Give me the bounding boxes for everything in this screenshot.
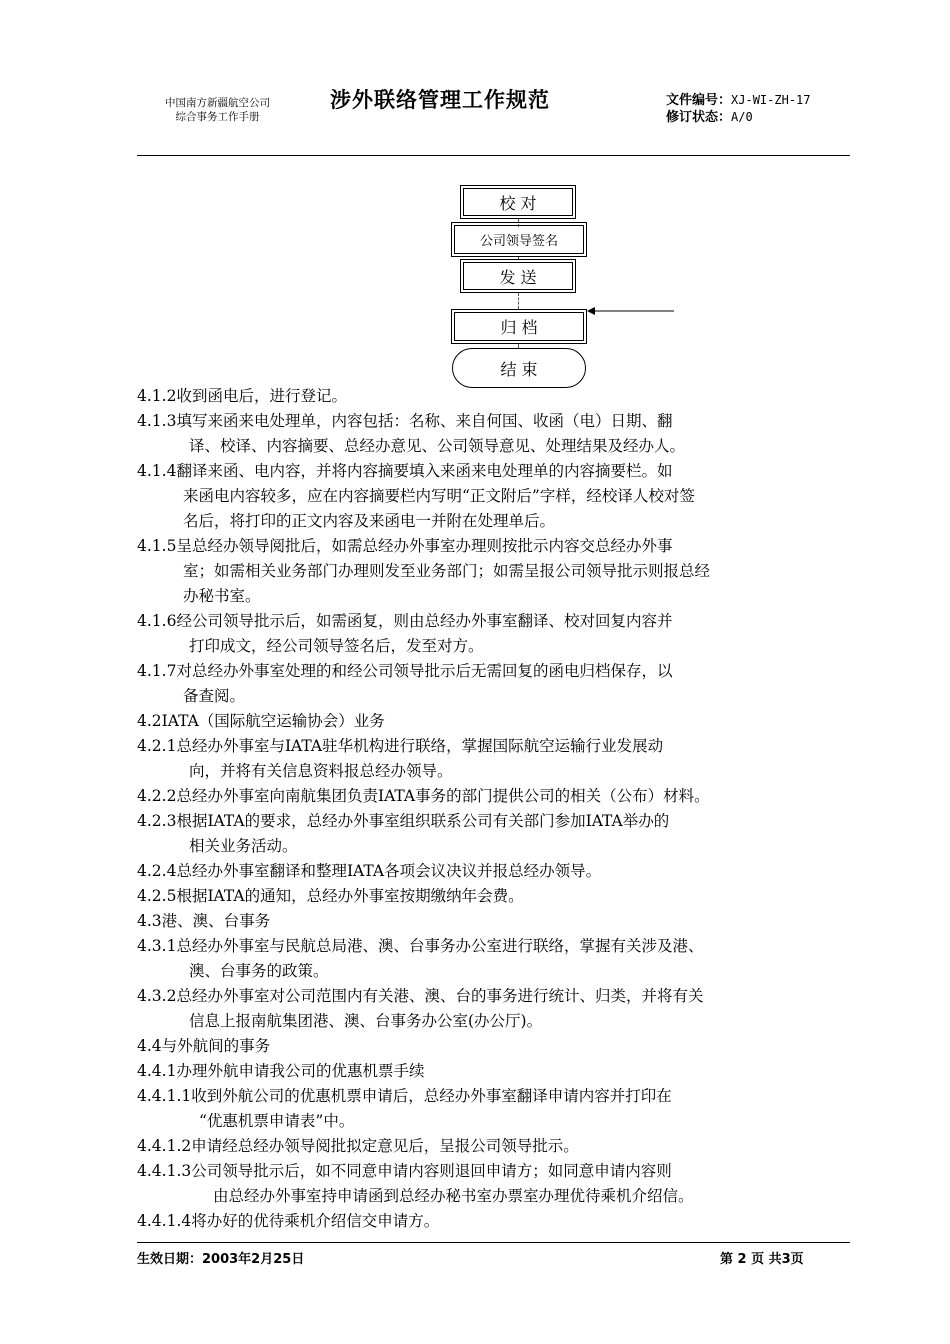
flow-step-archive: 归 档 xyxy=(451,309,587,344)
paragraph-continuation-line: 备查阅。 xyxy=(183,687,246,705)
header-company-block xyxy=(150,96,285,124)
flow-step-leader-sign: 公司领导签名 xyxy=(451,222,587,257)
paragraph-continuation-line: 澳、台事务的政策。 xyxy=(189,962,329,980)
company-name: 中国南方新疆航空公司 xyxy=(165,97,270,109)
paragraph-continuation-line: 相关业务活动。 xyxy=(189,837,298,855)
paragraph-line: 4.2.4总经办外事室翻译和整理IATA各项会议决议并报总经办领导。 xyxy=(137,862,602,880)
flow-connector xyxy=(518,293,519,309)
revision-value: A/0 xyxy=(731,110,753,124)
paragraph-continuation-line: 向，并将有关信息资料报总经办领导。 xyxy=(189,762,453,780)
paragraph-line: 4.4与外航间的事务 xyxy=(137,1037,271,1055)
paragraph-line: 4.4.1.3公司领导批示后，如不同意申请内容则退回申请方；如同意申请内容则 xyxy=(137,1162,672,1180)
paragraph-line: 4.1.5呈总经办领导阅批后，如需总经办外事室办理则按批示内容交总经办外事 xyxy=(137,537,673,555)
header-divider xyxy=(137,155,850,156)
flow-step-end: 结 束 xyxy=(452,348,586,388)
paragraph-continuation-line: 来函电内容较多，应在内容摘要栏内写明“正文附后”字样，经校译人校对签 xyxy=(183,487,695,505)
paragraph-line: 4.4.1办理外航申请我公司的优惠机票手续 xyxy=(137,1062,425,1080)
paragraph-line: 4.2.3根据IATA的要求，总经办外事室组织联系公司有关部门参加IATA举办的 xyxy=(137,812,670,830)
flow-step-proofread: 校 对 xyxy=(460,185,576,219)
paragraph-continuation-line: 室；如需相关业务部门办理则发至业务部门；如需呈报公司领导批示则报总经 xyxy=(183,562,711,580)
paragraph-line: 4.2IATA（国际航空运输协会）业务 xyxy=(137,712,385,730)
footer-divider xyxy=(137,1242,850,1243)
paragraph-line: 4.3.2总经办外事室对公司范围内有关港、澳、台的事务进行统计、归类，并将有关 xyxy=(137,987,704,1005)
paragraph-continuation-line: 名后，将打印的正文内容及来函电一并附在处理单后。 xyxy=(183,512,556,530)
document-meta xyxy=(666,92,811,126)
paragraph-line: 4.2.5根据IATA的通知，总经办外事室按期缴纳年会费。 xyxy=(137,887,524,905)
paragraph-line: 4.4.1.2申请经总经办领导阅批拟定意见后，呈报公司领导批示。 xyxy=(137,1137,579,1155)
paragraph-line: 4.4.1.4将办好的优待乘机介绍信交申请方。 xyxy=(137,1212,440,1230)
paragraph-continuation-line: 译、校译、内容摘要、总经办意见、公司领导意见、处理结果及经办人。 xyxy=(189,437,686,455)
paragraph-line: 4.1.2收到函电后，进行登记。 xyxy=(137,387,347,405)
doc-no-value: XJ-WI-ZH-17 xyxy=(731,93,811,107)
paragraph-line: 4.1.6经公司领导批示后，如需函复，则由总经办外事室翻译、校对回复内容并 xyxy=(137,612,673,630)
paragraph-line: 4.2.2总经办外事室向南航集团负责IATA事务的部门提供公司的相关（公布）材料。 xyxy=(137,787,710,805)
paragraph-line: 4.4.1.1收到外航公司的优惠机票申请后，总经办外事室翻译申请内容并打印在 xyxy=(137,1087,672,1105)
page-number: 第 2 页 共3页 xyxy=(720,1252,804,1267)
paragraph-line: 4.1.3填写来函来电处理单，内容包括：名称、来自何国、收函（电）日期、翻 xyxy=(137,412,673,430)
manual-name: 综合事务工作手册 xyxy=(175,111,260,123)
paragraph-continuation-line: 由总经办外事室持申请函到总经办秘书室办票室办理优待乘机介绍信。 xyxy=(213,1187,694,1205)
paragraph-continuation-line: “优惠机票申请表”中。 xyxy=(199,1112,355,1130)
paragraph-line: 4.1.4翻译来函、电内容，并将内容摘要填入来函来电处理单的内容摘要栏。如 xyxy=(137,462,673,480)
doc-no-label: 文件编号： xyxy=(666,93,732,108)
paragraph-continuation-line: 打印成文，经公司领导签名后，发至对方。 xyxy=(189,637,484,655)
paragraph-continuation-line: 办秘书室。 xyxy=(183,587,261,605)
paragraph-line: 4.3港、澳、台事务 xyxy=(137,912,271,930)
document-title: 涉外联络管理工作规范 xyxy=(330,88,550,112)
flow-step-send: 发 送 xyxy=(460,259,576,293)
paragraph-line: 4.2.1总经办外事室与IATA驻华机构进行联络，掌握国际航空运输行业发展动 xyxy=(137,737,664,755)
revision-label: 修订状态： xyxy=(666,110,732,125)
paragraph-continuation-line: 信息上报南航集团港、澳、台事务办公室(办公厅)。 xyxy=(189,1012,543,1030)
paragraph-line: 4.1.7对总经办外事室处理的和经公司领导批示后无需回复的函电归档保存，以 xyxy=(137,662,673,680)
paragraph-line: 4.3.1总经办外事室与民航总局港、澳、台事务办公室进行联络，掌握有关涉及港、 xyxy=(137,937,704,955)
effective-date: 生效日期：2003年2月25日 xyxy=(137,1252,305,1267)
archive-arrow-icon xyxy=(580,303,675,319)
